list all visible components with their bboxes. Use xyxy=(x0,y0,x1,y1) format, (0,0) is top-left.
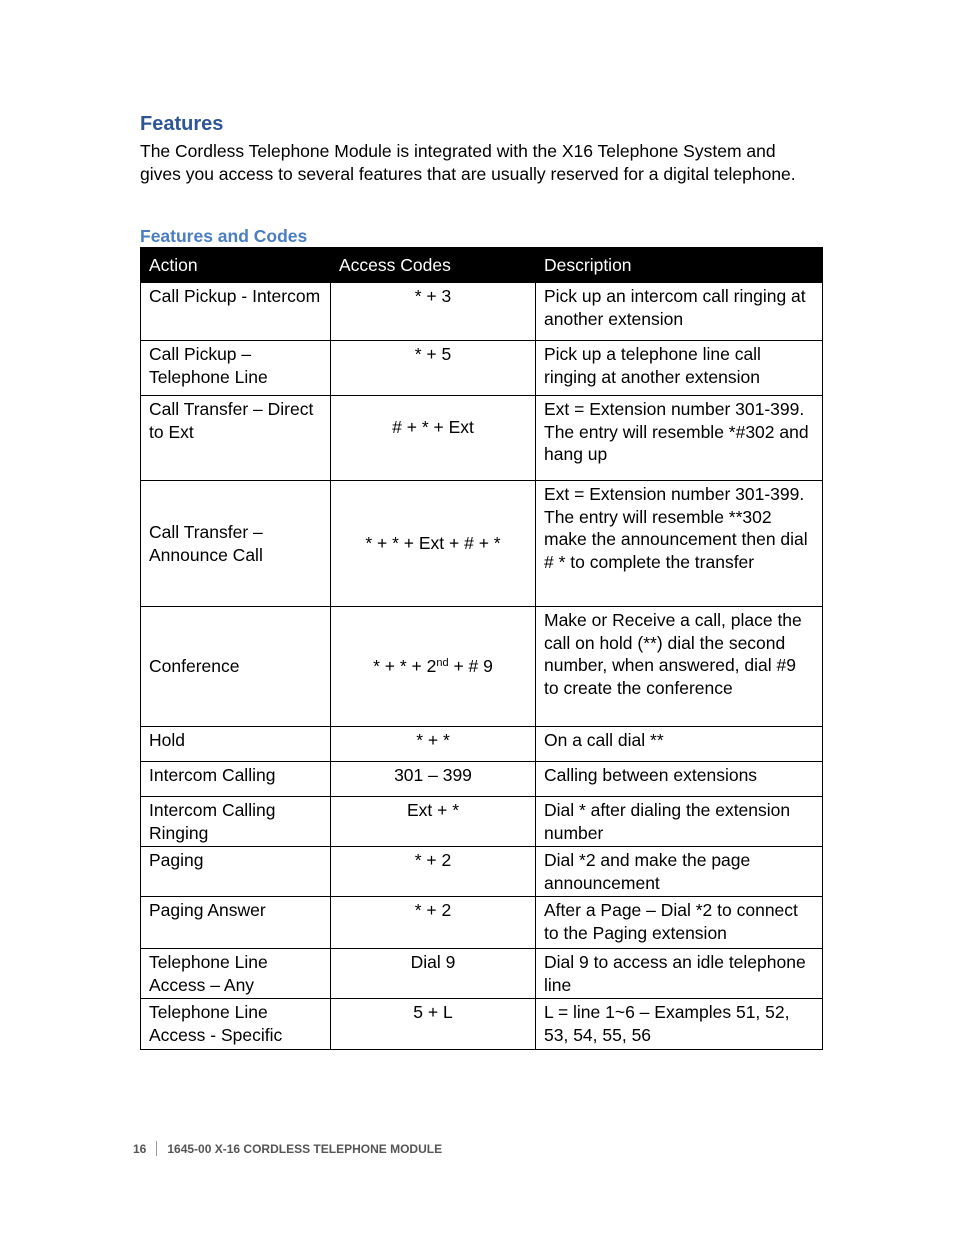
code-text-suffix: + # 9 xyxy=(448,656,493,677)
header-action: Action xyxy=(141,248,331,283)
page-footer xyxy=(133,1141,442,1156)
table-row xyxy=(141,897,823,949)
features-codes-table xyxy=(140,247,823,1050)
cell-code: * + 2 xyxy=(331,897,536,949)
cell-code: Dial 9 xyxy=(331,949,536,999)
table-row xyxy=(141,727,823,762)
cell-code: * + 3 xyxy=(331,283,536,341)
table-caption: Features and Codes xyxy=(140,226,308,246)
header-access-codes: Access Codes xyxy=(331,248,536,283)
page-heading: Features xyxy=(140,113,224,135)
cell-code: * + * + Ext + # + * xyxy=(331,481,536,607)
table-row xyxy=(141,341,823,396)
table-row xyxy=(141,949,823,999)
cell-action: Call Transfer – Announce Call xyxy=(141,481,331,607)
cell-code: 301 – 399 xyxy=(331,762,536,797)
table-row xyxy=(141,283,823,341)
cell-description: Pick up a telephone line call ringing at another extension xyxy=(536,341,823,396)
cell-description: Make or Receive a call, place the call on hold (**) dial the second number, when answered, dial #9 to create the conference xyxy=(536,607,823,727)
cell-description: Ext = Extension number 301-399. The entry will resemble **302 make the announcement then dial # * to complete the transfer xyxy=(536,481,823,607)
table-row xyxy=(141,762,823,797)
cell-description: Ext = Extension number 301-399. The entry will resemble *#302 and hang up xyxy=(536,396,823,481)
cell-action: Call Transfer – Direct to Ext xyxy=(141,396,331,481)
intro-paragraph: The Cordless Telephone Module is integrated with the X16 Telephone System and gives you access to several features that are usually reserved for a digital telephone. xyxy=(140,141,796,184)
cell-code: Ext + * xyxy=(331,797,536,847)
cell-action: Call Pickup - Intercom xyxy=(141,283,331,341)
cell-description: Dial *2 and make the page announcement xyxy=(536,847,823,897)
table-row xyxy=(141,396,823,481)
table-row xyxy=(141,847,823,897)
cell-action: Hold xyxy=(141,727,331,762)
cell-code xyxy=(331,607,536,727)
cell-code: * + 5 xyxy=(331,341,536,396)
cell-description: After a Page – Dial *2 to connect to the Paging extension xyxy=(536,897,823,949)
cell-action: Intercom Calling Ringing xyxy=(141,797,331,847)
table-row xyxy=(141,999,823,1050)
cell-action: Paging xyxy=(141,847,331,897)
cell-code: * + * xyxy=(331,727,536,762)
cell-description: On a call dial ** xyxy=(536,727,823,762)
cell-description: Dial 9 to access an idle telephone line xyxy=(536,949,823,999)
cell-description: Pick up an intercom call ringing at another extension xyxy=(536,283,823,341)
cell-action: Telephone Line Access – Any xyxy=(141,949,331,999)
header-description: Description xyxy=(536,248,823,283)
cell-action: Telephone Line Access - Specific xyxy=(141,999,331,1050)
table-header-row xyxy=(141,248,823,283)
page-number: 16 xyxy=(133,1141,147,1156)
cell-action: Conference xyxy=(141,607,331,727)
cell-description: Dial * after dialing the extension number xyxy=(536,797,823,847)
cell-description: Calling between extensions xyxy=(536,762,823,797)
cell-description: L = line 1~6 – Examples 51, 52, 53, 54, 55, 56 xyxy=(536,999,823,1050)
cell-code: 5 + L xyxy=(331,999,536,1050)
cell-action: Call Pickup – Telephone Line xyxy=(141,341,331,396)
cell-code: # + * + Ext xyxy=(331,396,536,481)
code-text: * + * + 2 xyxy=(373,656,437,677)
cell-code: * + 2 xyxy=(331,847,536,897)
cell-action: Paging Answer xyxy=(141,897,331,949)
code-superscript: nd xyxy=(436,657,449,670)
footer-divider xyxy=(156,1141,157,1156)
table-row xyxy=(141,607,823,727)
document-title: 1645-00 X-16 CORDLESS TELEPHONE MODULE xyxy=(167,1141,443,1156)
table-row xyxy=(141,797,823,847)
cell-action: Intercom Calling xyxy=(141,762,331,797)
table-row xyxy=(141,481,823,607)
